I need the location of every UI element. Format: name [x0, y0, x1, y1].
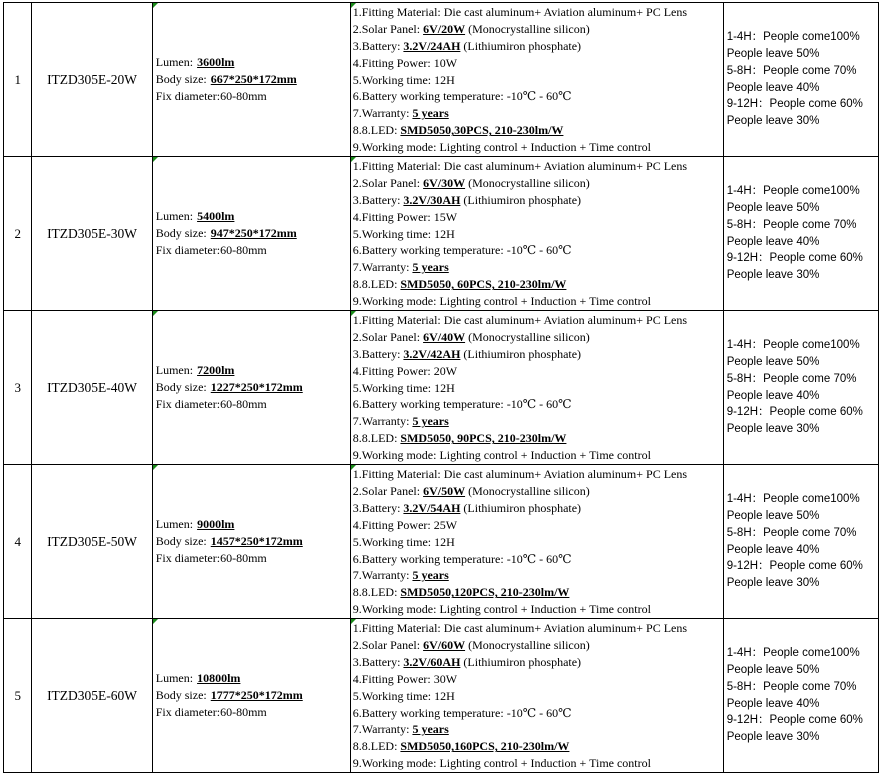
mode-line: 5-8H：People come 70% — [726, 372, 857, 385]
body-size-value: 1777*250*172mm — [210, 688, 303, 703]
row-number: 2 — [4, 157, 32, 311]
mode-line: 9-12H：People come 60% — [726, 406, 863, 419]
body-size-value: 1457*250*172mm — [210, 534, 303, 549]
body-size-value: 667*250*172mm — [210, 72, 297, 87]
spec-warranty: 7.Warranty: 5 years — [352, 260, 449, 275]
spec-battery: 3.Battery: 3.2V/24AH (Lithiumiron phosphate) — [352, 38, 582, 53]
mode-line: People leave 40% — [726, 543, 820, 556]
working-mode-cell — [723, 157, 878, 311]
mode-line: 1-4H：People come100% — [726, 338, 860, 351]
spec-warranty: 7.Warranty: 5 years — [352, 568, 449, 583]
summary-cell — [152, 619, 350, 773]
spec-working-mode: 9.Working mode: Lighting control + Induction + Time control — [352, 448, 651, 463]
spec-temperature: 6.Battery working temperature: -10℃ - 60℃ — [352, 705, 572, 720]
spec-working-time: 5.Working time: 12H — [352, 380, 455, 395]
mode-line: People leave 50% — [726, 355, 820, 368]
spec-led: 8.8.LED: SMD5050, 90PCS, 210-230lm/W — [352, 431, 567, 446]
mode-line: 5-8H：People come 70% — [726, 64, 857, 77]
model-name: ITZD305E-30W — [32, 157, 152, 311]
spec-led: 8.8.LED: SMD5050, 60PCS, 210-230lm/W — [352, 277, 567, 292]
row-number: 1 — [4, 3, 32, 157]
model-name: ITZD305E-50W — [32, 465, 152, 619]
table-row — [4, 465, 879, 619]
table-row — [4, 3, 879, 157]
mode-line: People leave 50% — [726, 201, 820, 214]
spec-cell — [350, 157, 723, 311]
working-mode-cell — [723, 311, 878, 465]
working-mode-cell — [723, 465, 878, 619]
spec-material: 1.Fitting Material: Die cast aluminum+ Aviation aluminum+ PC Lens — [352, 621, 688, 636]
spec-material: 1.Fitting Material: Die cast aluminum+ Aviation aluminum+ PC Lens — [352, 313, 688, 328]
working-mode-cell — [723, 3, 878, 157]
lumen-line: Lumen: 5400lm — [156, 208, 350, 225]
mode-line: People leave 40% — [726, 235, 820, 248]
spec-working-mode: 9.Working mode: Lighting control + Induction + Time control — [352, 140, 651, 155]
spec-led: 8.8.LED: SMD5050,120PCS, 210-230lm/W — [352, 585, 570, 600]
spec-temperature: 6.Battery working temperature: -10℃ - 60℃ — [352, 397, 572, 412]
spec-solar-panel: 2.Solar Panel: 6V/40W (Monocrystalline silicon) — [352, 329, 590, 344]
mode-line: People leave 40% — [726, 81, 820, 94]
mode-line: 5-8H：People come 70% — [726, 526, 857, 539]
spec-power: 4.Fitting Power: 30W — [352, 671, 458, 686]
mode-line: People leave 40% — [726, 389, 820, 402]
spec-battery: 3.Battery: 3.2V/42AH (Lithiumiron phosphate) — [352, 346, 582, 361]
table-row — [4, 619, 879, 773]
fix-diameter-line: Fix diameter:60-80mm — [155, 88, 267, 103]
row-number: 3 — [4, 311, 32, 465]
spec-working-mode: 9.Working mode: Lighting control + Induction + Time control — [352, 756, 651, 771]
spec-warranty: 7.Warranty: 5 years — [352, 722, 449, 737]
spec-cell — [350, 619, 723, 773]
body-size-line: Body size: 667*250*172mm — [156, 71, 350, 88]
spec-solar-panel: 2.Solar Panel: 6V/50W (Monocrystalline silicon) — [352, 483, 590, 498]
mode-line: 1-4H：People come100% — [726, 30, 860, 43]
spec-material: 1.Fitting Material: Die cast aluminum+ Aviation aluminum+ PC Lens — [352, 159, 688, 174]
spec-working-time: 5.Working time: 12H — [352, 226, 455, 241]
lumen-value: 5400lm — [197, 209, 235, 224]
summary-cell — [152, 311, 350, 465]
fix-diameter-line: Fix diameter:60-80mm — [155, 705, 267, 720]
lumen-line: Lumen: 10800lm — [156, 670, 350, 687]
spec-temperature: 6.Battery working temperature: -10℃ - 60℃ — [352, 551, 572, 566]
model-name: ITZD305E-60W — [32, 619, 152, 773]
row-number: 5 — [4, 619, 32, 773]
mode-line: 1-4H：People come100% — [726, 646, 860, 659]
spec-cell — [350, 3, 723, 157]
lumen-value: 3600lm — [197, 55, 235, 70]
lumen-line: Lumen: 3600lm — [156, 54, 350, 71]
spec-led: 8.8.LED: SMD5050,160PCS, 210-230lm/W — [352, 739, 570, 754]
body-size-value: 1227*250*172mm — [210, 380, 303, 395]
mode-line: People leave 50% — [726, 663, 820, 676]
mode-line: People leave 30% — [726, 731, 820, 744]
body-size-line: Body size: 1457*250*172mm — [156, 533, 350, 550]
spec-battery: 3.Battery: 3.2V/60AH (Lithiumiron phosphate) — [352, 654, 582, 669]
body-size-line: Body size: 1777*250*172mm — [156, 687, 350, 704]
mode-line: 1-4H：People come100% — [726, 492, 860, 505]
lumen-line: Lumen: 9000lm — [156, 516, 350, 533]
body-size-value: 947*250*172mm — [210, 226, 297, 241]
spec-working-time: 5.Working time: 12H — [352, 72, 455, 87]
mode-line: 9-12H：People come 60% — [726, 560, 863, 573]
mode-line: 1-4H：People come100% — [726, 184, 860, 197]
body-size-line: Body size: 947*250*172mm — [156, 225, 350, 242]
spec-temperature: 6.Battery working temperature: -10℃ - 60℃ — [352, 243, 572, 258]
lumen-value: 7200lm — [197, 363, 235, 378]
spec-battery: 3.Battery: 3.2V/54AH (Lithiumiron phosphate) — [352, 500, 582, 515]
product-spec-table — [3, 2, 879, 773]
mode-line: 9-12H：People come 60% — [726, 98, 863, 111]
model-name: ITZD305E-40W — [32, 311, 152, 465]
spec-power: 4.Fitting Power: 10W — [352, 55, 458, 70]
spec-solar-panel: 2.Solar Panel: 6V/20W (Monocrystalline silicon) — [352, 21, 590, 36]
mode-line: People leave 50% — [726, 509, 820, 522]
spec-solar-panel: 2.Solar Panel: 6V/60W (Monocrystalline silicon) — [352, 637, 590, 652]
working-mode-cell — [723, 619, 878, 773]
mode-line: People leave 40% — [726, 697, 820, 710]
mode-line: People leave 30% — [726, 269, 820, 282]
spec-working-mode: 9.Working mode: Lighting control + Induction + Time control — [352, 294, 651, 309]
spec-material: 1.Fitting Material: Die cast aluminum+ Aviation aluminum+ PC Lens — [352, 467, 688, 482]
spec-working-time: 5.Working time: 12H — [352, 688, 455, 703]
spec-battery: 3.Battery: 3.2V/30AH (Lithiumiron phosphate) — [352, 192, 582, 207]
mode-line: 9-12H：People come 60% — [726, 252, 863, 265]
spec-power: 4.Fitting Power: 20W — [352, 363, 458, 378]
row-number: 4 — [4, 465, 32, 619]
lumen-value: 10800lm — [197, 671, 241, 686]
spec-power: 4.Fitting Power: 25W — [352, 517, 458, 532]
mode-line: People leave 30% — [726, 115, 820, 128]
spec-temperature: 6.Battery working temperature: -10℃ - 60℃ — [352, 89, 572, 104]
fix-diameter-line: Fix diameter:60-80mm — [155, 551, 267, 565]
mode-line: 9-12H：People come 60% — [726, 714, 863, 727]
spec-cell — [350, 465, 723, 619]
table-row — [4, 311, 879, 465]
spec-working-mode: 9.Working mode: Lighting control + Induction + Time control — [352, 602, 651, 617]
spec-material: 1.Fitting Material: Die cast aluminum+ Aviation aluminum+ PC Lens — [352, 5, 688, 19]
model-name: ITZD305E-20W — [32, 3, 152, 157]
fix-diameter-line: Fix diameter:60-80mm — [155, 396, 267, 411]
spec-warranty: 7.Warranty: 5 years — [352, 414, 449, 429]
spec-led: 8.8.LED: SMD5050,30PCS, 210-230lm/W — [352, 123, 564, 138]
mode-line: 5-8H：People come 70% — [726, 680, 857, 693]
body-size-line: Body size: 1227*250*172mm — [156, 379, 350, 396]
summary-cell — [152, 465, 350, 619]
spec-power: 4.Fitting Power: 15W — [352, 209, 458, 224]
mode-line: People leave 30% — [726, 423, 820, 436]
spec-working-time: 5.Working time: 12H — [352, 534, 455, 549]
mode-line: People leave 50% — [726, 47, 820, 60]
lumen-value: 9000lm — [197, 517, 235, 532]
fix-diameter-line: Fix diameter:60-80mm — [155, 242, 267, 257]
mode-line: People leave 30% — [726, 577, 820, 590]
summary-cell — [152, 157, 350, 311]
spec-solar-panel: 2.Solar Panel: 6V/30W (Monocrystalline silicon) — [352, 175, 590, 190]
summary-cell — [152, 3, 350, 157]
mode-line: 5-8H：People come 70% — [726, 218, 857, 231]
spec-cell — [350, 311, 723, 465]
spec-warranty: 7.Warranty: 5 years — [352, 106, 449, 121]
table-row — [4, 157, 879, 311]
lumen-line: Lumen: 7200lm — [156, 362, 350, 379]
